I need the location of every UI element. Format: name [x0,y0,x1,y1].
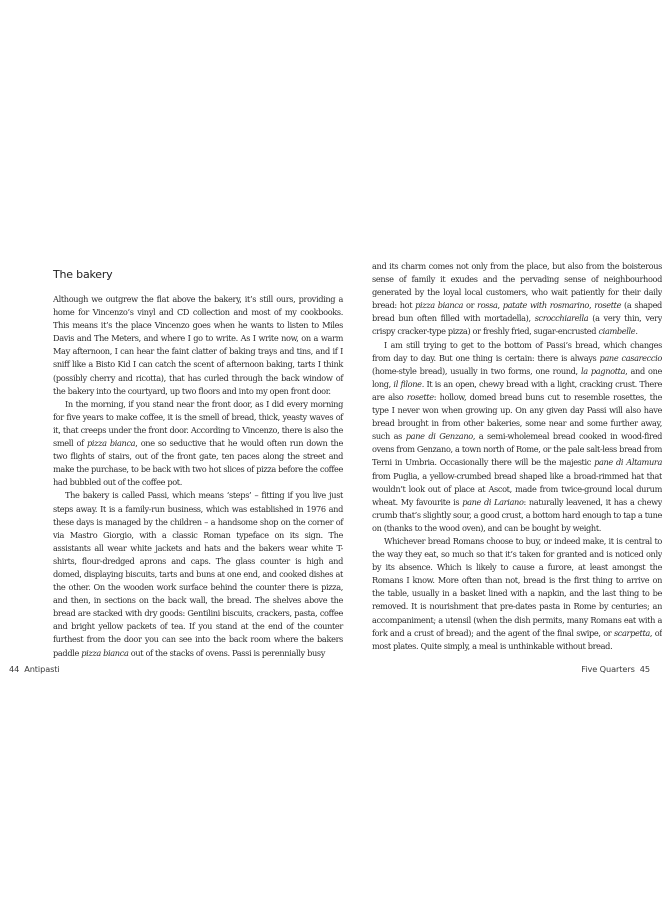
italic-run: rosette [406,391,434,402]
text-run: , and one long, [372,365,662,389]
chapter-heading: The bakery [53,268,113,281]
text-run: or [463,300,478,311]
italic-run: pizza bianca [415,300,464,311]
text-run: : hollow, domed bread buns cut to resemble rosettes, the type I never won when growing up. On any given day Passi will also have bread brought in from other bakeries, some near and some further away, such as [372,391,662,442]
italic-run: pizza bianca [81,647,129,658]
italic-run: rosette [594,300,622,311]
text-run: The bakery is called Passi, which means ‘steps’ – fitting if you live just steps away. It is a family-run business, which was established in 1976 and these days is managed by the children – a handsome shop on the corner of via Mastro Giorgio, with a classic Roman typeface on its sign. The assistants all wear white jackets and hats and the bakers wear white T-shirts, flour-dredged aprons and caps. The glass counter is high and domed, displaying biscuits, tarts and buns at one end, and cooked dishes at the other. On the wooden work surface behind the counter there is pizza, and then, in sections on the back wall, the bread. The shelves above the bread are stacked with dry goods: Gentilini biscuits, crackers, pasta, coffee and bright yellow packets of tea. If you stand at the end of the counter furthest from the door you can see into the back room where the bakers paddle [53,490,343,658]
text-run: . It is an open, chewy bread with a light, cracking crust. There are also [372,378,662,402]
italic-run: pane di Genzano [405,431,473,442]
text-run: (a very thin, very crispy cracker-type pizza) or freshly fried, sugar-encrusted [372,313,662,337]
text-run: , [589,300,595,311]
italic-run: scrocchiarella [534,313,589,324]
italic-run: pane di Lariano [462,496,524,507]
left-page-body [53,293,343,660]
text-run: Whichever bread Romans choose to buy, or indeed make, it is central to the way they eat, so much so that it’s taken for granted and is noticed only by its absence. Which is likely to cause a furore, at least amongst the Romans I know. More often than not, bread is the first thing to arrive on the table, usually in a basket lined with a napkin, and the last thing to be removed. It is nourishment that pre-dates pasta in Rome by centuries; an accompaniment; a utensil (when the dish permits, many Romans eat with a fork and a crust of bread); and the agent of the final swipe, or [372,535,662,638]
right-page-number: 45 [639,664,650,674]
text-run: : naturally leavened, it has a chewy crumb that’s slightly sour, a good crust, a bottom hard enough to tap a tune on (thanks to the wood oven), and can be bought by weight. [372,496,662,533]
right-page-body [372,260,662,653]
right-book-title: Five Quarters [581,664,635,674]
body-paragraph [53,489,343,659]
body-paragraph [372,535,662,653]
text-run: , one so seductive that he would often run down the two flights of stairs, out of the front gate, ten paces along the street and make the purchase, to be back with two hot slices of pizza before the coffee had bubbled out of the coffee pot. [53,438,343,488]
italic-run: il filone [393,378,422,389]
text-run: (home-style bread), usually in two forms, one round, [372,365,581,376]
text-run: In the morning, if you stand near the front door, as I did every morning for five years to make coffee, it is the smell of bread, thick, yeasty waves of it, that creeps under the front door. According to Vincenzo, there is also the smell of [53,398,343,449]
body-paragraph [372,260,662,339]
body-paragraph [53,293,343,398]
text-run: . [635,326,638,337]
italic-run: pizza bianca [87,438,136,449]
text-run: from Puglia, a yellow-crumbed bread shaped like a broad-rimmed hat that wouldn’t look out of place at Ascot, made from twice-ground local durum wheat. My favourite is [372,470,662,507]
text-run: , a semi-wholemeal bread cooked in wood-fired ovens from Genzano, a town north of Rome, or the pale salt-less bread from Terni in Umbria. Occasionally there will be the majestic [372,431,662,468]
text-run: and its charm comes not only from the place, but also from the boisterous sense of family it exudes and the pervading sense of neighbourhood generated by the loyal local customers, who wait patiently for their daily bread: hot [372,261,662,311]
italic-run: rossa [477,300,498,311]
text-run: (a shaped bread bun often filled with mortadella), [372,300,662,324]
italic-run: la pagnotta [580,365,626,376]
text-run: out of the stacks of ovens. Passi is perennially busy [128,647,326,658]
text-run: I am still trying to get to the bottom of Passi’s bread, which changes from day to day. But one thing is certain: there is always [372,339,662,363]
left-page-number: 44 [9,664,20,674]
italic-run: pane casareccio [599,352,662,363]
left-section-title: Antipasti [24,664,60,674]
italic-run: scarpetta [613,627,650,638]
italic-run: patate with rosmarino [502,300,590,311]
left-page-footer [9,664,60,674]
right-page-footer [581,664,650,674]
body-paragraph [53,398,343,490]
text-run: , [497,300,503,311]
text-run: Although we outgrew the flat above the bakery, it’s still ours, providing a home for Vincenzo’s vinyl and CD collection and most of my cookbooks. This means it’s the place Vincenzo goes when he wants to listen to Miles Davis and The Meters, and where I go to write. As I write now, on a warm May afternoon, I can hear the faint clatter of baking trays and tins, and if I sniff like a Bisto Kid I can catch the scent of afternoon baking, tarts I think (possibly cherry and ricotta), that has curled through the back window of the bakery into the courtyard, up two floors and into my open front door. [53,294,343,396]
text-run: , of most plates. Quite simply, a meal is unthinkable without bread. [372,627,662,651]
italic-run: pane di Altamura [594,457,662,468]
italic-run: ciambelle [598,326,636,337]
body-paragraph [372,339,662,535]
